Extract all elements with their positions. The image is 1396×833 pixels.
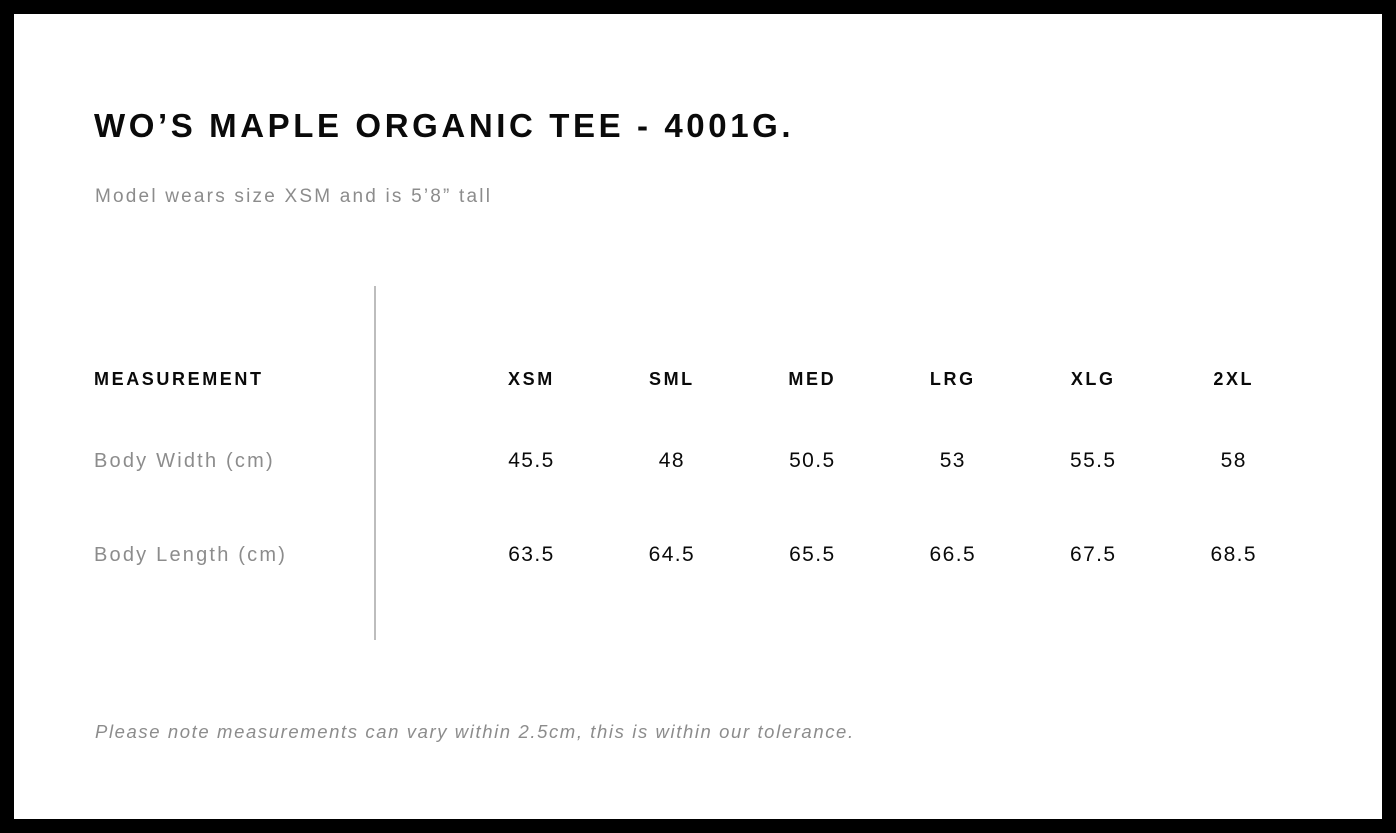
cell-body-width-2xl: 58 xyxy=(1220,449,1247,472)
cell-body-length-lrg: 66.5 xyxy=(929,543,977,566)
cell-body-length-sml: 64.5 xyxy=(648,543,696,566)
row-label-body-width: Body Width (cm) xyxy=(94,449,275,472)
size-chart-content xyxy=(14,14,1382,819)
column-header-2xl: 2XL xyxy=(1213,368,1255,389)
tolerance-note: Please note measurements can vary within 2.5cm, this is within our tolerance. xyxy=(95,721,855,742)
cell-body-width-sml: 48 xyxy=(658,449,685,472)
column-header-med: MED xyxy=(788,368,837,389)
column-header-xlg: XLG xyxy=(1070,368,1116,389)
cell-body-length-xsm: 63.5 xyxy=(508,543,555,566)
cell-body-width-med: 50.5 xyxy=(789,449,836,472)
page-title: WO’S MAPLE ORGANIC TEE - 4001G. xyxy=(94,107,795,144)
cell-body-width-xsm: 45.5 xyxy=(508,449,555,472)
column-header-xsm: XSM xyxy=(508,368,555,389)
cell-body-length-xlg: 67.5 xyxy=(1070,543,1117,566)
column-header-lrg: LRG xyxy=(929,368,976,389)
table-row xyxy=(94,414,1304,508)
table-row xyxy=(94,508,1304,602)
model-info-text: Model wears size XSM and is 5’8” tall xyxy=(95,186,493,207)
cell-body-width-lrg: 53 xyxy=(939,449,966,472)
cell-body-width-xlg: 55.5 xyxy=(1070,449,1117,472)
table-header-row xyxy=(94,344,1304,414)
column-header-measurement: MEASUREMENT xyxy=(94,368,264,389)
cell-body-length-med: 65.5 xyxy=(789,543,836,566)
row-label-body-length: Body Length (cm) xyxy=(94,543,288,566)
size-measurement-table xyxy=(94,344,1304,602)
cell-body-length-2xl: 68.5 xyxy=(1210,543,1257,566)
size-chart-card xyxy=(14,14,1382,819)
column-header-sml: SML xyxy=(648,368,695,389)
